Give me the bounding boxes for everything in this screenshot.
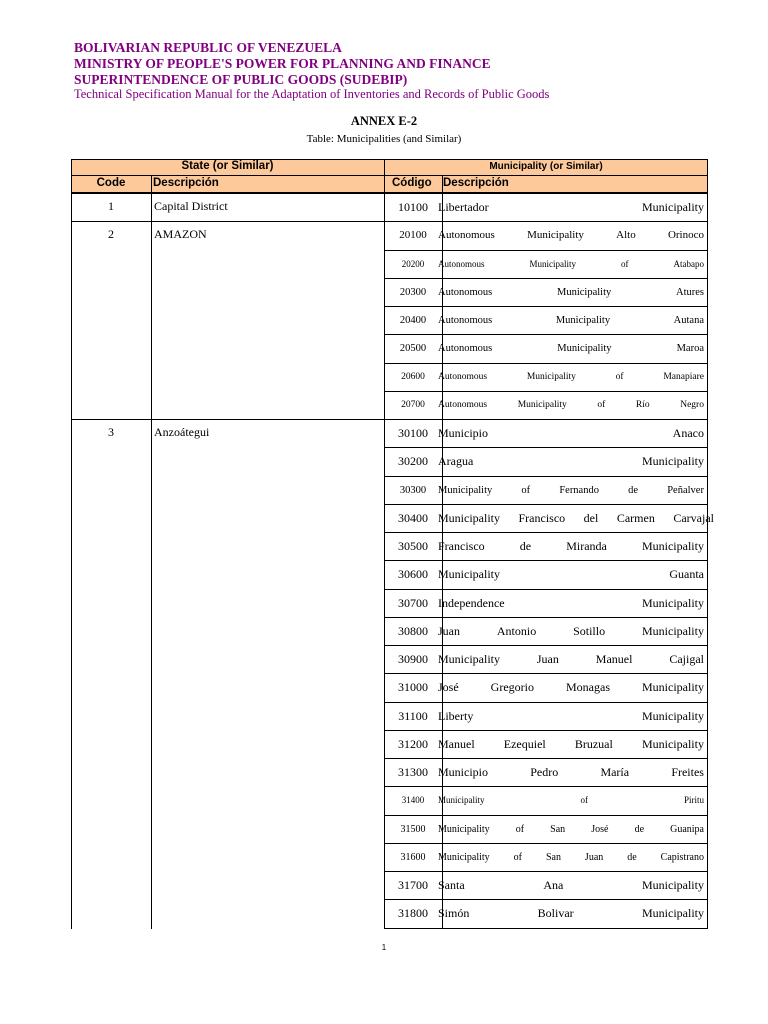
- municipality-row: [384, 419, 708, 447]
- page-number: 1: [381, 943, 387, 952]
- municipality-name: Autonomous Municipality of Río Negro: [438, 400, 704, 410]
- state-name: Anzoátegui: [154, 425, 210, 439]
- municipality-row: [384, 758, 708, 786]
- municipality-code: 31500: [400, 823, 426, 835]
- municipality-code: 20500: [399, 342, 427, 354]
- municipality-name: Municipio Anaco: [438, 425, 704, 440]
- state-code: 3: [108, 425, 114, 439]
- municipality-row: [384, 504, 714, 532]
- municipality-row: [384, 193, 708, 221]
- municipality-code: 20300: [399, 286, 427, 298]
- municipality-row: [384, 476, 708, 504]
- municipality-code: 31100: [398, 708, 428, 723]
- municipality-code: 31200: [398, 736, 428, 751]
- municipality-code: 30100: [398, 425, 428, 440]
- municipality-code: 30900: [398, 651, 428, 666]
- table-left-border: [71, 193, 72, 929]
- municipality-code: 30400: [398, 510, 428, 525]
- municipality-row: [384, 645, 708, 673]
- municipality-code: 31600: [400, 851, 426, 863]
- municipality-row: [384, 363, 708, 391]
- state-name: Capital District: [154, 199, 228, 213]
- municipality-row: [384, 617, 708, 645]
- municipality-name: Autonomous Municipality Alto Orinoco: [438, 229, 704, 241]
- municipality-name: Municipality Guanta: [438, 566, 704, 581]
- municipality-row: [384, 673, 708, 701]
- municipality-name: Municipality of San José de Guanipa: [438, 823, 704, 835]
- state-group-header: State (or Similar): [181, 160, 274, 172]
- municipality-name: Autonomous Municipality Atures: [438, 286, 704, 298]
- municipality-row: [384, 786, 708, 814]
- header-line-4: Technical Specification Manual for the Adaptation of Inventories and Records of Public Goods: [74, 87, 550, 101]
- municipality-row: [384, 278, 708, 306]
- municipality-name: Francisco de Miranda Municipality: [438, 538, 704, 553]
- municipality-row: [384, 589, 708, 617]
- municipality-name: Autonomous Municipality of Atabapo: [438, 259, 704, 269]
- municipality-code: 31400: [401, 795, 425, 805]
- code-column-header: Code: [96, 177, 126, 189]
- municipality-code: 31700: [398, 877, 428, 892]
- municipality-name: Juan Antonio Sotillo Municipality: [438, 623, 704, 638]
- municipality-name: Municipality Francisco del Carmen Carvajal: [438, 510, 714, 525]
- municipality-description-column-header: Descripción: [443, 177, 509, 189]
- municipality-name: Liberty Municipality: [438, 708, 704, 723]
- municipality-code: 20200: [401, 259, 425, 269]
- municipality-row-rule: [384, 928, 708, 929]
- municipality-name: Municipality of Fernando de Peñalver: [438, 484, 704, 496]
- municipality-code: 30800: [398, 623, 428, 638]
- municipality-code: 20700: [401, 400, 425, 410]
- municipality-name: Municipality of Piritu: [438, 795, 704, 805]
- municipality-name: Municipality of San Juan de Capistrano: [438, 851, 704, 863]
- municipality-code: 30300: [399, 484, 427, 496]
- municipality-code: 20100: [399, 229, 427, 241]
- municipality-row: [384, 250, 708, 278]
- municipality-row: [384, 221, 708, 249]
- state-column-divider: [151, 175, 152, 929]
- municipality-name: Autonomous Municipality Maroa: [438, 342, 704, 354]
- municipality-code: 10100: [398, 199, 428, 214]
- municipality-name: Simón Bolivar Municipality: [438, 905, 704, 920]
- municipality-code: 20600: [401, 372, 425, 382]
- municipality-code: 30700: [398, 595, 428, 610]
- municipality-row: [384, 871, 708, 899]
- municipality-row: [384, 730, 708, 758]
- municipality-row: [384, 560, 708, 588]
- header-line-3: SUPERINTENDENCE OF PUBLIC GOODS (SUDEBIP): [74, 72, 408, 87]
- municipality-name: Municipio Pedro María Freites: [438, 764, 704, 779]
- municipality-row: [384, 391, 708, 419]
- municipality-code: 20400: [399, 314, 427, 326]
- municipality-code: 31000: [398, 679, 428, 694]
- municipality-name: Manuel Ezequiel Bruzual Municipality: [438, 736, 704, 751]
- municipality-name: Autonomous Municipality of Manapiare: [438, 372, 704, 382]
- municipality-code: 31800: [398, 905, 428, 920]
- state-description-column-header: Descripción: [153, 177, 219, 189]
- municipality-row: [384, 843, 708, 871]
- header-line-1: BOLIVARIAN REPUBLIC OF VENEZUELA: [74, 40, 342, 55]
- municipality-code: 30600: [398, 566, 428, 581]
- header-line-2: MINISTRY OF PEOPLE'S POWER FOR PLANNING AND FINANCE: [74, 56, 491, 71]
- municipality-name: Aragua Municipality: [438, 453, 704, 468]
- municipality-code: 30500: [398, 538, 428, 553]
- state-code: 2: [108, 227, 114, 242]
- municipality-row: [384, 447, 708, 475]
- municipality-row: [384, 815, 708, 843]
- municipality-name: Autonomous Municipality Autana: [438, 314, 704, 326]
- municipality-name: Independence Municipality: [438, 595, 704, 610]
- municipality-group-header: Municipality (or Similar): [489, 161, 603, 172]
- municipality-name: Santa Ana Municipality: [438, 877, 704, 892]
- state-code: 1: [108, 199, 114, 213]
- municipality-row: [384, 899, 708, 927]
- municipality-code-column-header: Código: [392, 177, 432, 189]
- municipality-name: Municipality Juan Manuel Cajigal: [438, 651, 704, 666]
- annex-title: ANNEX E-2: [350, 114, 418, 128]
- state-name: AMAZON: [154, 227, 207, 242]
- municipality-row: [384, 306, 708, 334]
- municipality-code: 30200: [398, 453, 428, 468]
- municipality-name: José Gregorio Monagas Municipality: [438, 679, 704, 694]
- table-caption: Table: Municipalities (and Similar): [306, 133, 462, 145]
- municipality-name: Libertador Municipality: [438, 199, 704, 214]
- municipality-row: [384, 532, 708, 560]
- municipalities-table: [71, 159, 714, 929]
- municipality-code: 31300: [398, 764, 428, 779]
- municipality-row: [384, 334, 708, 362]
- municipality-row: [384, 702, 708, 730]
